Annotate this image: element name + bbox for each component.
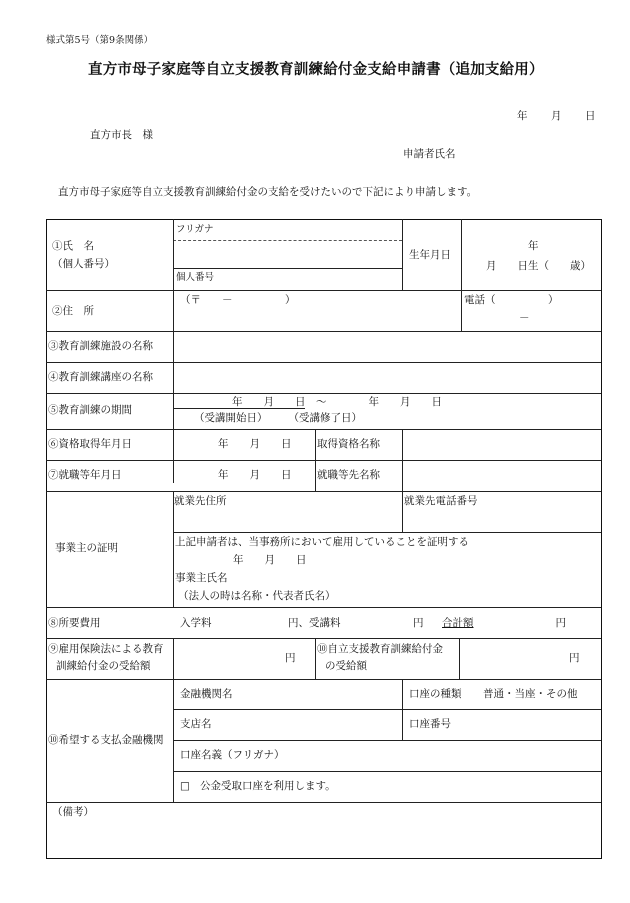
total-amount[interactable] <box>442 617 566 630</box>
row-divider <box>46 290 601 291</box>
account-holder-label: 口座名義（フリガナ） <box>180 749 285 761</box>
certify-text: 上記申請者は、当事務所において雇用していることを証明する <box>175 536 469 548</box>
insurance-benefit-yen[interactable]: 円 <box>285 652 296 664</box>
form-number: 様式第5号（第9条関係） <box>46 35 154 46</box>
address-label: ②住 所 <box>52 305 94 317</box>
tuition-yen: 円 <box>413 617 424 629</box>
name-label: ①氏 名 <box>52 240 94 252</box>
phone-dash: － <box>519 312 530 324</box>
column-line <box>402 429 403 491</box>
account-type-label: 口座の種類 <box>409 688 462 700</box>
label-column-line <box>173 219 174 483</box>
row-divider <box>46 460 601 461</box>
column-line <box>461 290 462 331</box>
birth-date-age: 月 日生（ 歳） <box>486 260 591 272</box>
support-benefit-label-l2: の受給額 <box>325 660 367 672</box>
row-divider <box>46 679 601 680</box>
employer-name-label: 就職等先名称 <box>317 469 380 481</box>
birth-label: 生年月日 <box>409 249 451 261</box>
date-month: 月 <box>551 110 562 122</box>
label-column-line <box>173 679 174 802</box>
column-line <box>459 638 460 679</box>
employer-address-label: 就業先住所 <box>174 495 227 507</box>
column-line <box>315 429 316 491</box>
furigana-dashed-line <box>173 240 402 241</box>
remarks-label: （備考） <box>52 806 94 818</box>
row-divider <box>173 532 601 533</box>
row-divider <box>46 802 601 803</box>
period-captions: （受講開始日） （受講修了日） <box>194 412 362 424</box>
date-day: 日 <box>585 110 596 122</box>
course-label: ④教育訓練講座の名称 <box>48 371 153 383</box>
employer-note: （法人の時は名称・代表者氏名） <box>178 590 336 602</box>
applicant-name-label: 申請者氏名 <box>403 148 456 160</box>
insurance-benefit-label-l2: 訓練給付金の受給額 <box>56 660 151 672</box>
insurance-benefit-label-l1: ⑨雇用保険法による教育 <box>48 643 164 655</box>
employment-date-label: ⑦就職等年月日 <box>48 469 122 481</box>
period-underline <box>173 408 305 409</box>
row-divider <box>46 491 601 492</box>
column-line <box>315 638 316 679</box>
support-benefit-label-l1: ⑩自立支援教育訓練給付金 <box>317 643 443 655</box>
postal-code-field[interactable]: （〒 － ） <box>180 294 296 306</box>
account-number-label: 口座番号 <box>409 718 451 730</box>
support-benefit-yen[interactable]: 円 <box>569 652 580 664</box>
period-label: ⑤教育訓練の期間 <box>48 404 132 416</box>
costs-label: ⑧所要費用 <box>48 617 101 629</box>
branch-label: 支店名 <box>180 718 212 730</box>
qualification-name-label: 取得資格名称 <box>317 438 380 450</box>
addressee: 直方市長 様 <box>90 129 153 141</box>
account-type-options[interactable]: 普通・当座・その他 <box>483 688 578 700</box>
column-line <box>402 679 403 740</box>
employer-phone-label: 就業先電話番号 <box>404 495 478 507</box>
row-divider <box>173 709 601 710</box>
phone-field[interactable]: 電話（ ） <box>464 294 559 306</box>
form-title: 直方市母子家庭等自立支援教育訓練給付金支給申請書（追加支給用） <box>88 62 544 78</box>
personal-number-sublabel: （個人番号） <box>52 258 115 270</box>
row-divider <box>46 429 601 430</box>
qualification-date[interactable]: 年 月 日 <box>218 438 292 450</box>
public-account-checkbox[interactable]: □ <box>180 780 190 792</box>
label-column-line <box>173 491 174 607</box>
date-year: 年 <box>517 110 528 122</box>
furigana-label: フリガナ <box>176 224 214 235</box>
row-divider <box>173 771 601 772</box>
employer-cert-label: 事業主の証明 <box>55 542 118 554</box>
qualification-date-label: ⑥資格取得年月日 <box>48 438 132 450</box>
column-line <box>402 491 403 532</box>
admission-fee-label: 入学料 <box>180 617 212 629</box>
intro-text: 直方市母子家庭等自立支援教育訓練給付金の支給を受けたいので下記により申請します。 <box>58 186 478 198</box>
public-account-label: 公金受取口座を利用します。 <box>200 780 336 792</box>
employment-date[interactable]: 年 月 日 <box>218 469 292 481</box>
period-dates[interactable]: 年 月 日 ～ 年 月 日 <box>232 396 442 408</box>
row-divider <box>46 607 601 608</box>
bank-label: ⑩希望する支払金融機関 <box>48 734 164 746</box>
row-divider <box>46 638 601 639</box>
column-line <box>402 219 403 290</box>
row-divider <box>46 362 601 363</box>
column-line <box>461 219 462 290</box>
institution-label: 金融機関名 <box>180 688 233 700</box>
total-yen: 円 <box>555 617 566 629</box>
row-divider <box>173 268 402 269</box>
row-divider <box>173 740 601 741</box>
label-column-line <box>173 638 174 679</box>
total-label: 合計額 <box>442 617 474 629</box>
row-divider <box>46 331 601 332</box>
employer-name: 事業主氏名 <box>175 572 228 584</box>
birth-year: 年 <box>528 240 539 252</box>
certify-date[interactable]: 年 月 日 <box>233 554 307 566</box>
row-divider <box>46 393 601 394</box>
facility-label: ③教育訓練施設の名称 <box>48 340 153 352</box>
personal-number-label: 個人番号 <box>176 272 215 283</box>
tuition-fee-label: 円、受講料 <box>288 617 341 629</box>
